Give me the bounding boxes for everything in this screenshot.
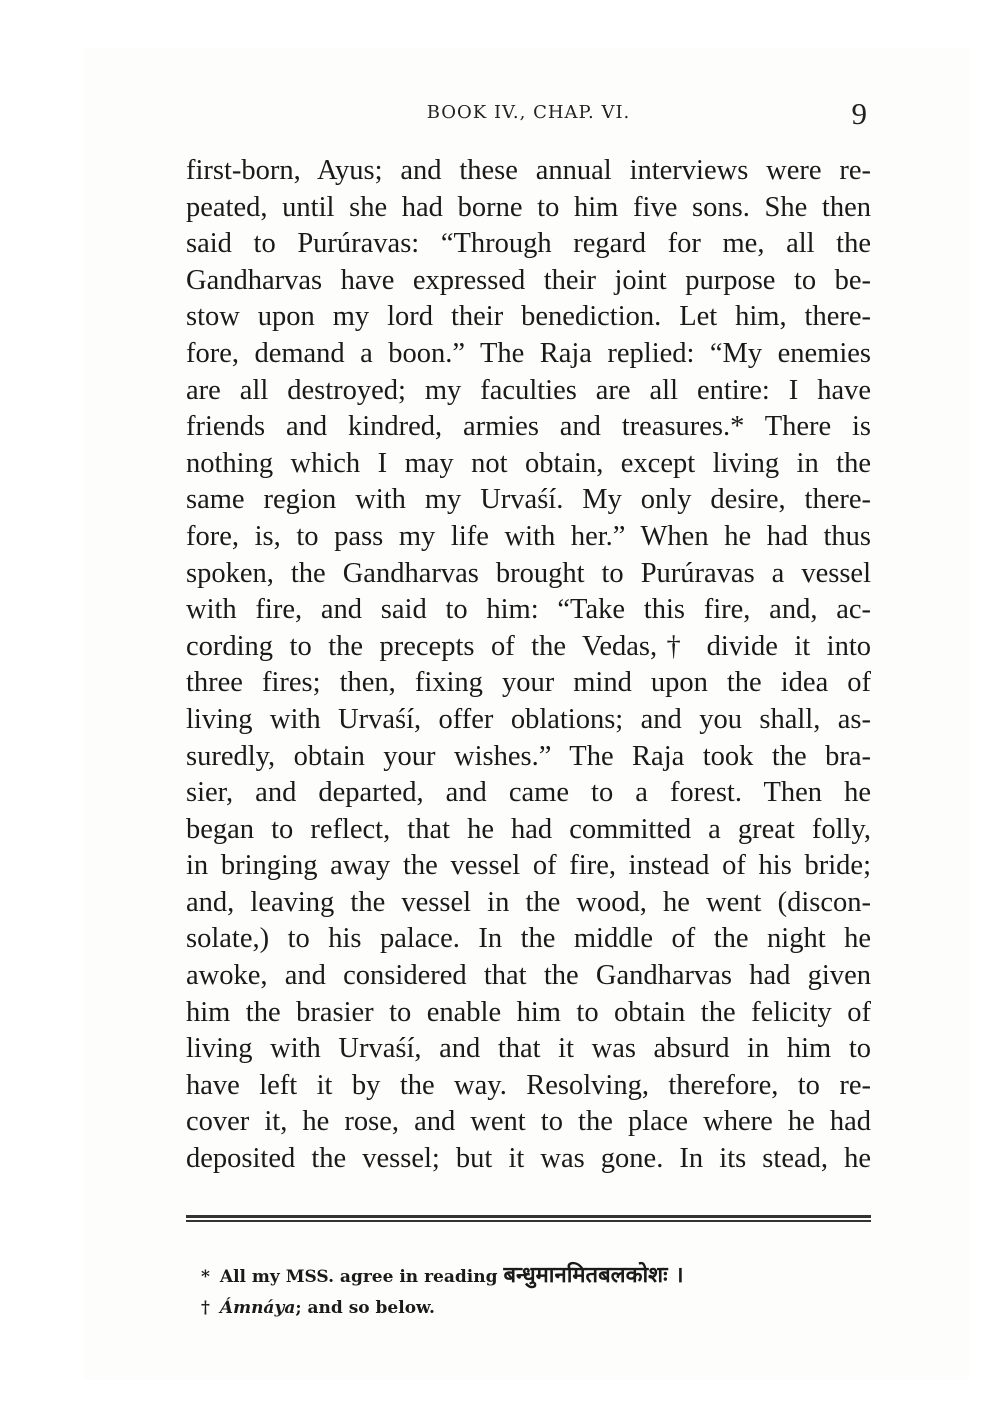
text-line: him the brasier to enable him to obtain the felicity of (186, 996, 871, 1028)
running-title: BOOK IV., CHAP. VI. (426, 102, 631, 123)
text-line: deposited the vessel; but it was gone. In its stead, he (186, 1143, 871, 1175)
footnote-1-mark: * (201, 1267, 210, 1287)
footnote-2-mark: † (201, 1298, 210, 1318)
text-line: cover it, he rose, and went to the place where he had (186, 1106, 871, 1138)
text-line: Gandharvas have expressed their joint purpose to be- (186, 264, 871, 296)
separator-rule-thin (186, 1220, 871, 1222)
footnotes (201, 1260, 861, 1324)
text-line: same region with my Urvaśí. My only desire, there- (186, 484, 871, 516)
text-line: living with Urvaśí, and that it was absurd in him to (186, 1033, 871, 1065)
text-line: peated, until she had borne to him five sons. She then (186, 191, 871, 223)
text-line: awoke, and considered that the Gandharvas had given (186, 960, 871, 992)
text-line: first-born, Ayus; and these annual interviews were re- (186, 155, 871, 186)
footnote-1-sanskrit: बन्धुमानमितबलकोशः । (503, 1263, 684, 1288)
text-line: friends and kindred, armies and treasures.* There is (186, 411, 871, 443)
footnote-1 (201, 1260, 861, 1292)
text-line: said to Purúravas: “Through regard for me, all the (186, 228, 871, 260)
footnote-1-text: All my MSS. agree in reading (219, 1267, 498, 1287)
footnote-2-term: Ámnáya (219, 1298, 296, 1318)
text-line: cording to the precepts of the Vedas,† divide it into (186, 630, 871, 662)
text-line: suredly, obtain your wishes.” The Raja took the bra- (186, 740, 871, 772)
footnote-2-text: ; and so below. (295, 1298, 435, 1318)
text-line: three fires; then, fixing your mind upon the idea of (186, 667, 871, 699)
text-line: and, leaving the vessel in the wood, he went (discon- (186, 886, 871, 918)
body-text (186, 153, 871, 1178)
running-head (186, 96, 871, 136)
text-line: stow upon my lord their benediction. Let him, there- (186, 301, 871, 333)
text-line: nothing which I may not obtain, except living in the (186, 447, 871, 479)
page-number: 9 (851, 96, 867, 131)
text-line: spoken, the Gandharvas brought to Purúravas a vessel (186, 557, 871, 589)
text-line: in bringing away the vessel of fire, instead of his bride; (186, 850, 871, 882)
text-line: began to reflect, that he had committed a great folly, (186, 813, 871, 845)
text-line: solate,) to his palace. In the middle of the night he (186, 923, 871, 955)
text-line: fore, demand a boon.” The Raja replied: “My enemies (186, 337, 871, 369)
text-line: living with Urvaśí, offer oblations; and you shall, as- (186, 703, 871, 735)
text-line: fore, is, to pass my life with her.” When he had thus (186, 520, 871, 552)
text-line: with fire, and said to him: “Take this fire, and, ac- (186, 594, 871, 626)
footnote-2 (201, 1292, 861, 1324)
footnote-separator (186, 1215, 871, 1223)
text-line: sier, and departed, and came to a forest. Then he (186, 777, 871, 809)
text-line: are all destroyed; my faculties are all entire: I have (186, 374, 871, 406)
separator-rule-thick (186, 1215, 871, 1218)
text-line: have left it by the way. Resolving, therefore, to re- (186, 1069, 871, 1101)
